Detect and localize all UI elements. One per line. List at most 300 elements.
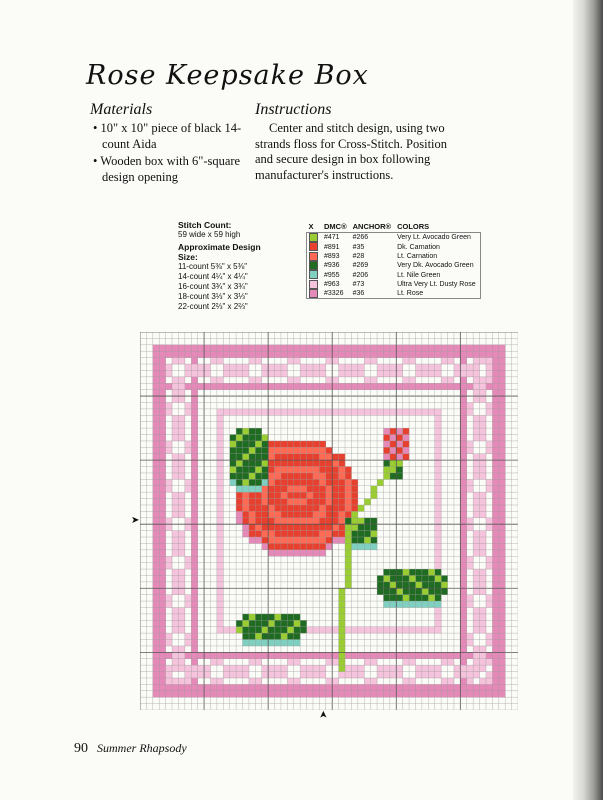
rose-petal-stitch: [300, 460, 307, 467]
stitch-count-value: 59 wide x 59 high: [178, 230, 241, 239]
leaf-stitch: [236, 454, 243, 461]
rose-petal-stitch: [281, 492, 288, 499]
border-stitch: [191, 531, 198, 538]
rose-petal-stitch: [339, 486, 346, 493]
stitch-count-block: [178, 220, 263, 312]
rose-petal-stitch: [300, 518, 307, 525]
inner-frame-stitch: [377, 409, 384, 416]
rose-petal-stitch: [268, 531, 275, 538]
border-stitch: [159, 454, 166, 461]
border-stitch: [460, 640, 467, 647]
lattice-stitch: [358, 370, 365, 377]
lattice-stitch: [243, 665, 250, 672]
border-stitch: [287, 691, 294, 698]
border-stitch: [460, 582, 467, 589]
lattice-stitch: [448, 358, 455, 365]
stem-stitch: [345, 563, 352, 570]
lattice-stitch: [467, 595, 474, 602]
lattice-stitch: [268, 672, 275, 679]
lattice-stitch: [396, 672, 403, 679]
lattice-stitch: [364, 377, 371, 384]
border-stitch: [351, 652, 358, 659]
border-stitch: [460, 556, 467, 563]
border-stitch: [460, 575, 467, 582]
center-arrow-left: ➤: [131, 515, 140, 526]
border-stitch: [275, 345, 282, 352]
leaf-stitch: [409, 569, 416, 576]
rose-petal-stitch: [307, 486, 314, 493]
border-stitch: [191, 640, 198, 647]
key-header-dmc: DMC®: [324, 222, 347, 231]
leaf-stitch: [364, 531, 371, 538]
lattice-stitch: [460, 672, 467, 679]
stem-stitch: [364, 499, 371, 506]
inner-frame-stitch: [326, 409, 333, 416]
border-stitch: [159, 620, 166, 627]
border-stitch: [166, 684, 173, 691]
leaf-stitch: [435, 582, 442, 589]
design-size: 18-count 3⅓" x 3⅓": [178, 292, 248, 301]
border-stitch: [319, 345, 326, 352]
rose-petal-stitch: [268, 518, 275, 525]
inner-frame-stitch: [217, 409, 224, 416]
rose-petal-stitch: [300, 543, 307, 550]
leaf-stitch: [441, 582, 448, 589]
leaf-stitch: [383, 582, 390, 589]
border-stitch: [153, 614, 160, 621]
rose-edge-stitch: [287, 550, 294, 557]
key-anchor: #28: [352, 252, 365, 260]
leaf-stitch: [390, 595, 397, 602]
leaf-stitch: [281, 627, 288, 634]
leaf-stitch: [249, 428, 256, 435]
lattice-stitch: [480, 435, 487, 442]
border-stitch: [236, 684, 243, 691]
leaf-stitch: [249, 460, 256, 467]
border-stitch: [499, 364, 506, 371]
border-stitch: [153, 473, 160, 480]
border-stitch: [441, 351, 448, 358]
border-stitch: [358, 691, 365, 698]
border-stitch: [409, 652, 416, 659]
leaf-stitch: [422, 588, 429, 595]
key-swatch: [307, 289, 323, 299]
rose-petal-stitch: [319, 467, 326, 474]
stem-stitch: [345, 575, 352, 582]
border-stitch: [198, 345, 205, 352]
border-stitch: [460, 505, 467, 512]
inner-frame-stitch: [217, 499, 224, 506]
lattice-stitch: [486, 640, 493, 647]
border-stitch: [492, 550, 499, 557]
lattice-stitch: [441, 377, 448, 384]
lattice-stitch: [480, 582, 487, 589]
leaf-shadow-stitch: [268, 640, 275, 647]
border-stitch: [460, 345, 467, 352]
lattice-stitch: [172, 473, 179, 480]
rose-petal-stitch: [332, 492, 339, 499]
border-stitch: [281, 684, 288, 691]
border-stitch: [191, 569, 198, 576]
lattice-stitch: [486, 370, 493, 377]
leaf-stitch: [236, 460, 243, 467]
lattice-stitch: [448, 377, 455, 384]
leaf-stitch: [243, 473, 250, 480]
inner-frame-stitch: [390, 627, 397, 634]
rose-petal-stitch: [351, 499, 358, 506]
border-stitch: [191, 601, 198, 608]
border-stitch: [153, 409, 160, 416]
border-stitch: [448, 351, 455, 358]
leaf-stitch: [243, 428, 250, 435]
rose-petal-stitch: [275, 531, 282, 538]
lattice-stitch: [396, 364, 403, 371]
border-stitch: [217, 652, 224, 659]
inner-frame-stitch: [294, 409, 301, 416]
rose-petal-stitch: [300, 511, 307, 518]
border-stitch: [159, 499, 166, 506]
border-stitch: [223, 345, 230, 352]
lattice-stitch: [185, 364, 192, 371]
border-stitch: [159, 383, 166, 390]
leaf-stitch: [249, 441, 256, 448]
rose-petal-stitch: [345, 505, 352, 512]
border-stitch: [159, 396, 166, 403]
lattice-stitch: [467, 370, 474, 377]
inner-frame-stitch: [217, 601, 224, 608]
border-stitch: [345, 345, 352, 352]
inner-frame-stitch: [223, 627, 230, 634]
lattice-stitch: [467, 678, 474, 685]
rose-petal-stitch: [249, 499, 256, 506]
border-stitch: [153, 684, 160, 691]
border-stitch: [255, 345, 262, 352]
border-stitch: [409, 345, 416, 352]
key-dmc: #471: [324, 234, 340, 242]
stem-stitch: [339, 627, 346, 634]
leaf-stitch: [255, 614, 262, 621]
lattice-stitch: [249, 678, 256, 685]
rose-petal-stitch: [243, 492, 250, 499]
lattice-stitch: [255, 377, 262, 384]
border-stitch: [499, 640, 506, 647]
border-stitch: [499, 351, 506, 358]
rose-petal-stitch: [294, 524, 301, 531]
lattice-stitch: [172, 659, 179, 666]
lattice-stitch: [230, 370, 237, 377]
lattice-stitch: [396, 665, 403, 672]
lattice-stitch: [435, 665, 442, 672]
border-stitch: [159, 511, 166, 518]
inner-frame-stitch: [332, 409, 339, 416]
leaf-stitch: [371, 524, 378, 531]
border-stitch: [249, 691, 256, 698]
key-swatch: [307, 252, 323, 261]
inner-frame-stitch: [300, 409, 307, 416]
lattice-stitch: [172, 550, 179, 557]
inner-frame-stitch: [217, 531, 224, 538]
border-stitch: [326, 652, 333, 659]
border-stitch: [243, 383, 250, 390]
lattice-stitch: [486, 358, 493, 365]
border-stitch: [294, 652, 301, 659]
border-stitch: [159, 550, 166, 557]
inner-frame-stitch: [422, 409, 429, 416]
border-stitch: [191, 588, 198, 595]
border-stitch: [332, 691, 339, 698]
page-title: Rose Keepsake Box: [86, 60, 369, 91]
inner-frame-stitch: [307, 409, 314, 416]
border-stitch: [185, 345, 192, 352]
lattice-stitch: [486, 518, 493, 525]
inner-frame-stitch: [217, 422, 224, 429]
key-row: [307, 261, 481, 270]
leaf-shadow-stitch: [396, 601, 403, 608]
border-stitch: [499, 473, 506, 480]
lattice-stitch: [351, 370, 358, 377]
bud-stitch: [390, 428, 397, 435]
rose-petal-stitch: [275, 524, 282, 531]
lattice-stitch: [473, 652, 480, 659]
border-stitch: [243, 652, 250, 659]
key-swatch: [307, 270, 323, 279]
inner-frame-stitch: [217, 492, 224, 499]
lattice-stitch: [480, 505, 487, 512]
border-stitch: [415, 383, 422, 390]
lattice-stitch: [345, 364, 352, 371]
rose-petal-stitch: [332, 460, 339, 467]
border-stitch: [159, 428, 166, 435]
lattice-stitch: [287, 377, 294, 384]
lattice-stitch: [191, 672, 198, 679]
lattice-stitch: [480, 646, 487, 653]
lattice-stitch: [172, 543, 179, 550]
lattice-stitch: [166, 479, 173, 486]
lattice-stitch: [467, 601, 474, 608]
rose-petal-stitch: [313, 479, 320, 486]
leaf-shadow-stitch: [236, 486, 243, 493]
border-stitch: [499, 447, 506, 454]
leaf-stitch: [428, 569, 435, 576]
border-stitch: [460, 351, 467, 358]
lattice-stitch: [262, 672, 269, 679]
lattice-stitch: [428, 370, 435, 377]
rose-petal-stitch: [319, 499, 326, 506]
border-stitch: [371, 684, 378, 691]
border-stitch: [159, 460, 166, 467]
lattice-stitch: [268, 665, 275, 672]
border-stitch: [396, 684, 403, 691]
inner-frame-stitch: [230, 409, 237, 416]
inner-frame-stitch: [377, 627, 384, 634]
border-stitch: [159, 614, 166, 621]
rose-petal-stitch: [281, 473, 288, 480]
border-stitch: [159, 377, 166, 384]
lattice-stitch: [345, 665, 352, 672]
leaf-stitch: [249, 454, 256, 461]
leaf-stitch: [255, 467, 262, 474]
border-stitch: [467, 345, 474, 352]
border-stitch: [499, 672, 506, 679]
lattice-stitch: [480, 454, 487, 461]
lattice-stitch: [275, 672, 282, 679]
inner-frame-stitch: [435, 422, 442, 429]
lattice-stitch: [473, 607, 480, 614]
lattice-stitch: [287, 659, 294, 666]
leaf-stitch: [262, 633, 269, 640]
border-stitch: [178, 345, 185, 352]
border-stitch: [351, 383, 358, 390]
leaf-stitch: [390, 569, 397, 576]
border-stitch: [499, 678, 506, 685]
lattice-stitch: [172, 652, 179, 659]
border-stitch: [422, 383, 429, 390]
border-stitch: [287, 351, 294, 358]
rose-petal-stitch: [300, 524, 307, 531]
lattice-stitch: [480, 543, 487, 550]
border-stitch: [307, 345, 314, 352]
rose-petal-stitch: [332, 473, 339, 480]
lattice-stitch: [403, 377, 410, 384]
inner-frame-stitch: [435, 447, 442, 454]
border-stitch: [428, 684, 435, 691]
border-stitch: [409, 684, 416, 691]
border-stitch: [191, 652, 198, 659]
border-stitch: [249, 345, 256, 352]
border-stitch: [326, 691, 333, 698]
lattice-stitch: [409, 659, 416, 666]
lattice-stitch: [480, 377, 487, 384]
border-stitch: [185, 691, 192, 698]
border-stitch: [460, 518, 467, 525]
border-stitch: [435, 652, 442, 659]
lattice-stitch: [473, 659, 480, 666]
border-stitch: [492, 377, 499, 384]
border-stitch: [435, 345, 442, 352]
stem-stitch: [339, 665, 346, 672]
lattice-stitch: [255, 678, 262, 685]
border-stitch: [223, 383, 230, 390]
border-stitch: [499, 396, 506, 403]
inner-frame-stitch: [217, 467, 224, 474]
lattice-stitch: [178, 428, 185, 435]
border-stitch: [153, 377, 160, 384]
rose-petal-stitch: [313, 447, 320, 454]
border-stitch: [499, 531, 506, 538]
border-stitch: [492, 351, 499, 358]
rose-petal-stitch: [281, 467, 288, 474]
border-stitch: [499, 588, 506, 595]
key-anchor: #73: [352, 280, 365, 288]
stem-stitch: [339, 601, 346, 608]
rose-edge-stitch: [339, 537, 346, 544]
lattice-stitch: [480, 415, 487, 422]
border-stitch: [287, 383, 294, 390]
lattice-stitch: [467, 633, 474, 640]
border-stitch: [499, 422, 506, 429]
border-stitch: [287, 684, 294, 691]
bud-stitch: [396, 447, 403, 454]
rose-petal-stitch: [300, 531, 307, 538]
border-stitch: [467, 691, 474, 698]
border-stitch: [243, 691, 250, 698]
border-stitch: [339, 691, 346, 698]
border-stitch: [460, 550, 467, 557]
lattice-stitch: [480, 620, 487, 627]
lattice-stitch: [185, 665, 192, 672]
border-stitch: [499, 633, 506, 640]
leaf-stitch: [377, 575, 384, 582]
border-stitch: [159, 467, 166, 474]
rose-petal-stitch: [307, 460, 314, 467]
leaf-stitch: [403, 588, 410, 595]
key-anchor: #35: [352, 243, 365, 251]
rose-petal-stitch: [268, 537, 275, 544]
lattice-stitch: [467, 486, 474, 493]
lattice-stitch: [178, 543, 185, 550]
border-stitch: [345, 684, 352, 691]
lattice-stitch: [422, 364, 429, 371]
border-stitch: [198, 652, 205, 659]
leaf-stitch: [236, 473, 243, 480]
lattice-stitch: [204, 665, 211, 672]
lattice-stitch: [473, 569, 480, 576]
border-stitch: [153, 646, 160, 653]
inner-frame-stitch: [390, 409, 397, 416]
border-stitch: [217, 691, 224, 698]
rose-petal-stitch: [319, 460, 326, 467]
lattice-stitch: [473, 665, 480, 672]
lattice-stitch: [486, 486, 493, 493]
rose-petal-stitch: [268, 499, 275, 506]
bud-stitch: [383, 441, 390, 448]
border-stitch: [492, 563, 499, 570]
rose-petal-stitch: [319, 441, 326, 448]
rose-petal-stitch: [326, 537, 333, 544]
leaf-stitch: [409, 595, 416, 602]
key-swatch: [307, 242, 323, 251]
stem-stitch: [371, 486, 378, 493]
leaf-shadow-stitch: [351, 543, 358, 550]
border-stitch: [499, 383, 506, 390]
leaf-stitch: [262, 441, 269, 448]
lattice-stitch: [255, 358, 262, 365]
key-header-colors: COLORS: [397, 222, 430, 231]
materials-heading: Materials: [90, 101, 153, 118]
inner-frame-stitch: [435, 563, 442, 570]
leaf-stitch: [249, 627, 256, 634]
lattice-stitch: [396, 370, 403, 377]
rose-petal-stitch: [307, 479, 314, 486]
bud-stitch: [390, 441, 397, 448]
lattice-stitch: [486, 556, 493, 563]
lattice-stitch: [172, 428, 179, 435]
leaf-stitch: [255, 435, 262, 442]
border-stitch: [371, 345, 378, 352]
key-anchor: #269: [352, 262, 369, 270]
border-stitch: [313, 383, 320, 390]
border-stitch: [153, 582, 160, 589]
inner-frame-stitch: [435, 492, 442, 499]
rose-petal-stitch: [294, 518, 301, 525]
border-stitch: [460, 415, 467, 422]
leaf-stitch: [255, 447, 262, 454]
leaf-stitch: [287, 620, 294, 627]
border-stitch: [313, 345, 320, 352]
stem-stitch: [345, 537, 352, 544]
lattice-stitch: [191, 370, 198, 377]
stem-stitch: [345, 582, 352, 589]
